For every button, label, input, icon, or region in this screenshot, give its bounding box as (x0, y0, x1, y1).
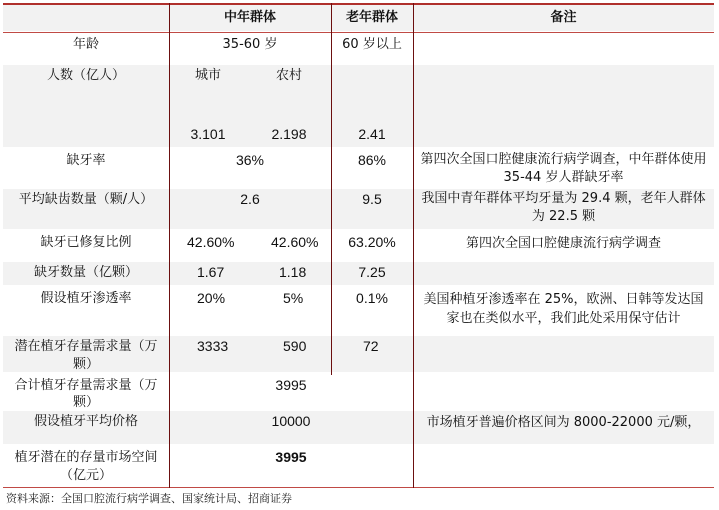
row-penetration-note: 美国种植牙渗透率在 25%，欧洲、日韩等发达国家也在类似水平，我们此处采用保守估计 (423, 292, 704, 326)
row-total-demand-label: 合计植牙存量需求量（万颗） (14, 378, 158, 410)
row-missing-rate-middle: 36% (235, 152, 265, 168)
row-market-space-label: 植牙潜在的存量市场空间（亿元） (14, 450, 158, 483)
row-potential-demand-city: 3333 (169, 336, 247, 372)
row-avg-missing-old: 9.5 (331, 189, 413, 229)
row-repaired-ratio-rural: 42.60% (271, 234, 319, 250)
header-middle-group: 中年群体 (169, 3, 331, 31)
row-avg-missing-middle: 2.6 (169, 189, 331, 229)
row-missing-count-rural: 1.18 (247, 262, 331, 285)
row-avg-price-label: 假设植牙平均价格 (3, 411, 169, 444)
row-penetration-rural: 5% (283, 290, 304, 306)
row-missing-count-label: 缺牙数量（亿颗） (3, 262, 169, 285)
row-population-rural (247, 65, 331, 147)
row-missing-count-city: 1.67 (169, 262, 247, 285)
row-population-city (169, 65, 247, 147)
row-repaired-ratio-note: 第四次全国口腔健康流行病学调查 (465, 236, 661, 251)
col-divider-1 (169, 3, 170, 488)
row-missing-rate-old: 86% (357, 152, 387, 168)
rural-sublabel: 农村 (275, 68, 302, 83)
row-age-middle: 35-60 岁 (222, 37, 278, 52)
row-market-space-value: 3995 (275, 449, 307, 465)
row-population-note (413, 65, 714, 147)
row-potential-demand-note (413, 336, 714, 372)
row-missing-rate-label: 缺牙率 (66, 153, 106, 168)
population-rural-value: 2.198 (271, 126, 307, 142)
header-old-group: 老年群体 (331, 3, 413, 31)
row-repaired-ratio-old: 63.20% (348, 234, 396, 250)
population-city-value: 3.101 (190, 126, 226, 142)
row-penetration-label: 假设植牙渗透率 (40, 291, 132, 306)
header-note: 备注 (413, 3, 714, 31)
row-missing-count-note (413, 262, 714, 285)
row-missing-count-old: 7.25 (331, 262, 413, 285)
row-population-old: 2.41 (331, 65, 413, 147)
row-avg-price-note: 市场植牙普遍价格区间为 8000-22000 元/颗， (413, 411, 714, 444)
row-missing-rate-note: 第四次全国口腔健康流行病学调查，中年群体使用 35-44 岁人群缺牙率 (420, 152, 707, 185)
col-divider-2 (331, 3, 332, 375)
source-note: 资料来源：全国口腔流行病学调查、国家统计局、招商证券 (6, 492, 292, 505)
row-penetration-city: 20% (197, 290, 226, 306)
row-repaired-ratio-label: 缺牙已修复比例 (40, 235, 132, 250)
row-potential-demand-label: 潜在植牙存量需求量（万颗） (3, 336, 169, 372)
data-table (3, 3, 714, 488)
row-avg-price-value: 10000 (169, 411, 413, 444)
row-age-old: 60 岁以上 (342, 37, 402, 52)
row-avg-missing-note: 我国中青年群体平均牙量为 29.4 颗，老年人群体为 22.5 颗 (413, 189, 714, 229)
row-age-label: 年龄 (72, 37, 99, 52)
city-sublabel: 城市 (194, 68, 221, 83)
row-repaired-ratio-city: 42.60% (187, 234, 235, 250)
col-divider-3 (413, 3, 414, 488)
row-total-demand-value: 3995 (275, 377, 307, 393)
row-avg-missing-label: 平均缺齿数量（颗/人） (3, 189, 169, 229)
row-penetration-old: 0.1% (356, 290, 388, 306)
row-potential-demand-rural: 590 (247, 336, 331, 372)
top-border (3, 3, 714, 5)
header-empty (3, 3, 169, 31)
row-potential-demand-old: 72 (331, 336, 413, 372)
row-population-label: 人数（亿人） (3, 65, 169, 147)
header-border (3, 32, 714, 33)
bottom-border (3, 487, 714, 488)
